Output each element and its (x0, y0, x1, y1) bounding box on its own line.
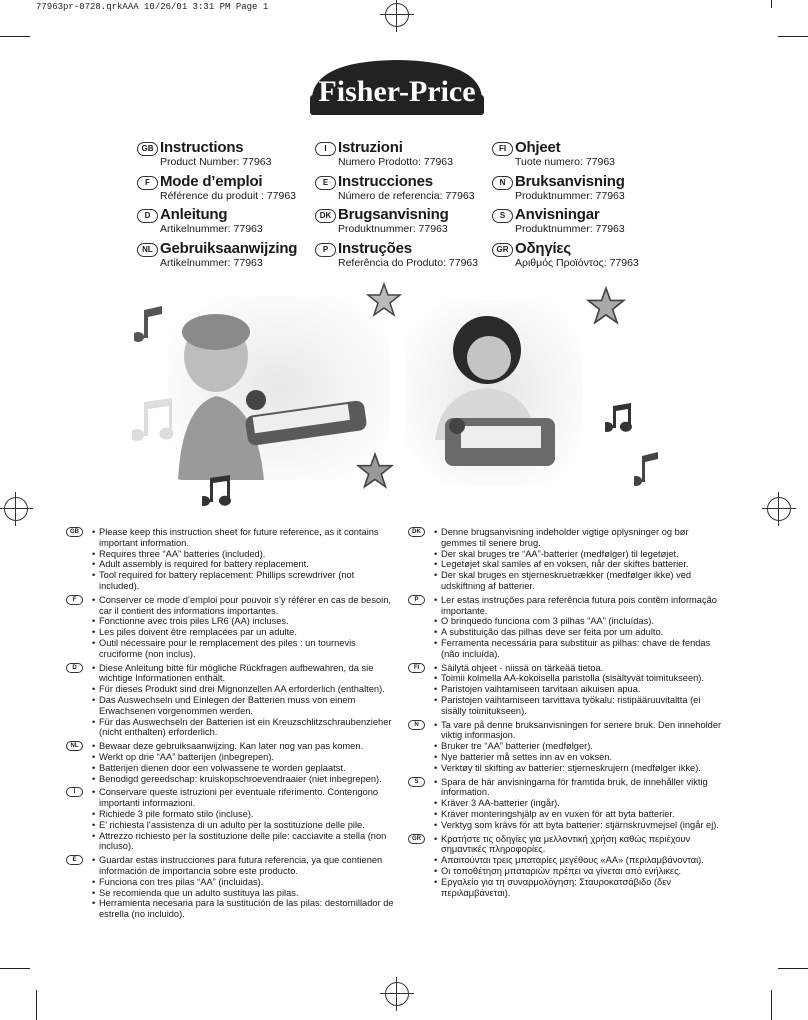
language-heading (315, 241, 515, 275)
language-heading (137, 174, 337, 208)
language-block (66, 595, 396, 660)
language-badge: D (137, 209, 158, 223)
crop-mark (36, 990, 37, 1020)
language-badge: F (66, 595, 83, 605)
instruction-line: • Tool required for battery replacement: Phillips screwdriver (not included). (92, 570, 396, 592)
product-number: Referência do Produto: 77963 (338, 256, 479, 269)
language-badge: F (137, 176, 158, 190)
language-title: Instructions (160, 139, 244, 156)
language-badge: GB (137, 142, 158, 156)
product-number: Numero Prodotto: 77963 (338, 156, 453, 168)
product-number: Tuote numero: 77963 (515, 156, 616, 168)
registration-mark-left (4, 497, 28, 521)
instructions-left-column (66, 527, 396, 923)
instruction-line: • Απαιτούνται τρεις μπαταρίες μεγέθους «AA» (περιλαμβάνονται). (434, 855, 724, 866)
language-title: Istruzioni (338, 139, 403, 156)
language-heading (137, 207, 337, 241)
language-title: Anleitung (160, 206, 228, 223)
instruction-line: • Werkt op drie “AA” batterijen (inbegrepen). (92, 752, 396, 763)
language-badge: D (66, 663, 83, 673)
instruction-line: • Kräver 3 AA-batterier (ingår). (434, 798, 724, 809)
language-badge: N (408, 720, 425, 730)
language-column-3 (492, 140, 692, 274)
music-note-icon (202, 474, 234, 510)
product-number: Produktnummer: 77963 (515, 189, 625, 202)
language-badge: S (492, 209, 513, 223)
language-badge: N (492, 176, 513, 190)
photo-girl-playing-keyboard (405, 300, 583, 486)
instruction-line: • Se recomienda que un adulto sustituya las pilas. (92, 888, 396, 899)
crop-mark (778, 968, 808, 969)
instruction-line: • Batterijen dienen door een volwassene te worden geplaatst. (92, 763, 396, 774)
language-badge: GR (408, 834, 425, 844)
crop-mark (771, 990, 772, 1020)
language-title: Gebruiksaanwijzing (160, 239, 298, 257)
language-badge: GB (66, 527, 83, 537)
instruction-line: • Paristojen vaihtamiseen tarvitaan aikuisen apua. (434, 684, 724, 695)
instruction-line: • Der skal bruges en stjerneskruetrækker (medfølger ikke) ved udskiftning af batterier. (434, 570, 724, 592)
language-heading (137, 140, 337, 174)
language-badge: P (315, 243, 336, 257)
language-badge: I (315, 142, 336, 156)
instruction-line: • Bewaar deze gebruiksaanwijzing. Kan later nog van pas komen. (92, 741, 396, 752)
instruction-line: • Säilytä ohjeet - niissä on tärkeää tietoa. (434, 663, 724, 674)
instruction-line: • Für dieses Produkt sind drei Mignonzellen AA erforderlich (enthalten). (92, 684, 396, 695)
instruction-line: • Legetøjet skal samles af en voksen, når der skiftes batterier. (434, 559, 724, 570)
registration-mark-right (767, 497, 791, 521)
language-badge: FI (408, 663, 425, 673)
language-badge: DK (315, 209, 336, 223)
instruction-line: • A substituição das pilhas deve ser feita por um adulto. (434, 627, 724, 638)
crop-mark (778, 36, 808, 37)
language-title: Οδηγίες (515, 239, 571, 257)
instruction-line: • Ler estas instruções para referência futura pois contêm informação importante. (434, 595, 724, 617)
instruction-line: • Outil nécessaire pour le remplacement des piles : un tournevis cruciforme (non inclus). (92, 638, 396, 660)
product-number: Product Number: 77963 (160, 156, 272, 168)
instruction-line: • Guardar estas instrucciones para futura referencia, ya que contienen información de importancia sobre este producto. (92, 855, 396, 877)
language-heading (492, 207, 692, 241)
language-title: Anvisningar (515, 206, 600, 223)
instruction-line: • Ta vare på denne bruksanvisningen for senere bruk. Den inneholder viktig informasjon. (434, 720, 724, 742)
product-number: Número de referencia: 77963 (338, 189, 475, 202)
language-heading (137, 241, 337, 275)
instruction-line: • Nye batterier må settes inn av en voksen. (434, 752, 724, 763)
instruction-line: • Conserver ce mode d’emploi pour pouvoir s’y référer en cas de besoin, car il contient des informations importantes. (92, 595, 396, 617)
instruction-line: • Benodigd gereedschap: kruiskopschroevendraaier (niet inbegrepen). (92, 774, 396, 785)
instruction-line: • Denne brugsanvisning indeholder vigtige oplysninger og bør gemmes til senere brug. (434, 527, 724, 549)
language-badge: FI (492, 142, 513, 156)
instruction-line: • Herramienta necesaria para la sustitución de las pilas: destornillador de estrella (no incluido). (92, 898, 396, 920)
music-note-icon (605, 402, 635, 436)
instruction-line: • Fonctionne avec trois piles LR6 (AA) incluses. (92, 616, 396, 627)
instruction-line: • Οι τοποθέτηση μπαταριών πρέπει να γίνεται από ενήλικες. (434, 866, 724, 877)
language-heading (315, 174, 515, 208)
language-block (66, 855, 396, 920)
language-title: Mode d’emploi (160, 172, 263, 190)
language-column-1 (137, 140, 337, 274)
crop-mark (771, 0, 772, 8)
instruction-line: • Please keep this instruction sheet for future reference, as it contains important information. (92, 527, 396, 549)
language-block (408, 595, 724, 660)
instruction-line: • Richiede 3 pile formato stilo (incluse). (92, 809, 396, 820)
language-block (408, 834, 724, 899)
crop-mark (0, 36, 30, 37)
language-title: Instrucciones (338, 172, 433, 190)
star-icon (586, 286, 626, 326)
star-icon (356, 452, 394, 490)
language-heading (492, 140, 692, 174)
language-badge: DK (408, 527, 425, 537)
language-heading (492, 174, 692, 208)
music-note-icon (134, 306, 166, 346)
instruction-line: • Kräver monteringshjälp av en vuxen för att byta batterier. (434, 809, 724, 820)
language-block (66, 741, 396, 784)
instruction-line: • Verktøy til skifting av batterier: stjerneskrujern (medfølger ikke). (434, 763, 724, 774)
instruction-line: • Conservare queste istruzioni per eventuale riferimento. Contengono importanti informazioni. (92, 787, 396, 809)
fisher-price-logo (306, 57, 488, 117)
logo-text: Fisher-Price (318, 75, 476, 108)
print-slug: 77963pr-0728.qrkAAA 10/26/01 3:31 PM Page 1 (36, 2, 269, 12)
language-heading (315, 140, 515, 174)
instruction-line: • Der skal bruges tre “AA”-batterier (medfølger) til legetøjet. (434, 549, 724, 560)
product-number: Produktnummer: 77963 (338, 223, 448, 235)
instruction-line: • E’ richiesta l’assistenza di un adulto per la sostituzione delle pile. (92, 820, 396, 831)
language-block (66, 663, 396, 739)
instruction-line: • Requires three “AA” batteries (included). (92, 549, 396, 560)
instruction-line: • Das Auswechseln und Einlegen der Batterien muss von einem Erwachsenen vorgenommen werden. (92, 695, 396, 717)
language-badge: E (66, 855, 83, 865)
instruction-line: • Toimii kolmella AA-kokoisella paristolla (sisältyvät toimitukseen). (434, 673, 724, 684)
star-icon (366, 282, 402, 318)
instruction-line: • Spara de här anvisningarna för framtida bruk, de innehåller viktig information. (434, 777, 724, 799)
instructions-right-column (408, 527, 724, 901)
language-heading (492, 241, 692, 275)
language-block (408, 527, 724, 592)
language-title: Instruções (338, 239, 412, 257)
instruction-line: • Für das Auswechseln der Batterien ist ein Kreuzschlitzschraubenzieher (nicht enthalten) erforderlich. (92, 717, 396, 739)
registration-mark-bottom (385, 982, 409, 1006)
instruction-line: • Ferramenta necessária para substituir as pilhas: chave de fendas (não incluída). (434, 638, 724, 660)
language-badge: S (408, 777, 425, 787)
product-number: Produktnummer: 77963 (515, 223, 625, 235)
language-title: Ohjeet (515, 139, 561, 156)
instruction-line: • Εργαλείο για τη συναρμολόγηση: Σταυροκατσάβιδο (δεν περιλαμβάνεται). (434, 877, 724, 899)
music-note-icon (132, 396, 176, 446)
language-title: Brugsanvisning (338, 206, 449, 223)
language-badge: P (408, 595, 425, 605)
language-badge: NL (137, 243, 158, 257)
language-block (408, 663, 724, 717)
language-title: Bruksanvisning (515, 172, 625, 190)
instruction-line: • Paristojen vaihtamiseen tarvittava työkalu: ristipääruuvitaltta (ei sisälly toimitukseen). (434, 695, 724, 717)
music-note-icon (634, 452, 660, 488)
instruction-line: • Adult assembly is required for battery replacement. (92, 559, 396, 570)
crop-mark (0, 968, 30, 969)
instruction-line: • Κρατήστε τις οδηγίες για μελλοντική χρήση καθώς περιέχουν σημαντικές πληροφορίες. (434, 834, 724, 856)
instruction-line: • Verktyg som krävs för att byta batterier: stjärnskruvmejsel (ingår ej). (434, 820, 724, 831)
instruction-line: • Diese Anleitung bitte für mögliche Rückfragen aufbewahren, da sie wichtige Informationen enthält. (92, 663, 396, 685)
language-heading (315, 207, 515, 241)
product-number: Référence du produit : 77963 (160, 189, 297, 202)
registration-mark-top (385, 3, 409, 27)
language-block (66, 787, 396, 852)
language-block (408, 777, 724, 831)
language-block (66, 527, 396, 592)
language-badge: GR (492, 243, 513, 257)
product-number: Artikelnummer: 77963 (160, 223, 263, 235)
language-badge: NL (66, 741, 83, 751)
instruction-line: • Bruker tre “AA” batterier (medfølger). (434, 741, 724, 752)
instruction-line: • Funciona con tres pilas “AA” (incluidas). (92, 877, 396, 888)
language-block (408, 720, 724, 774)
product-number: Artikelnummer: 77963 (160, 256, 263, 269)
product-number: Αριθμός Προϊόντος: 77963 (515, 256, 639, 269)
instruction-line: • Les piles doivent être remplacées par un adulte. (92, 627, 396, 638)
language-column-2 (315, 140, 515, 274)
language-badge: E (315, 176, 336, 190)
language-badge: I (66, 787, 83, 797)
instruction-line: • O brinquedo funciona com 3 pilhas “AA” (incluídas). (434, 616, 724, 627)
instruction-line: • Attrezzo richiesto per la sostituzione delle pile: cacciavite a stella (non incluso). (92, 831, 396, 853)
